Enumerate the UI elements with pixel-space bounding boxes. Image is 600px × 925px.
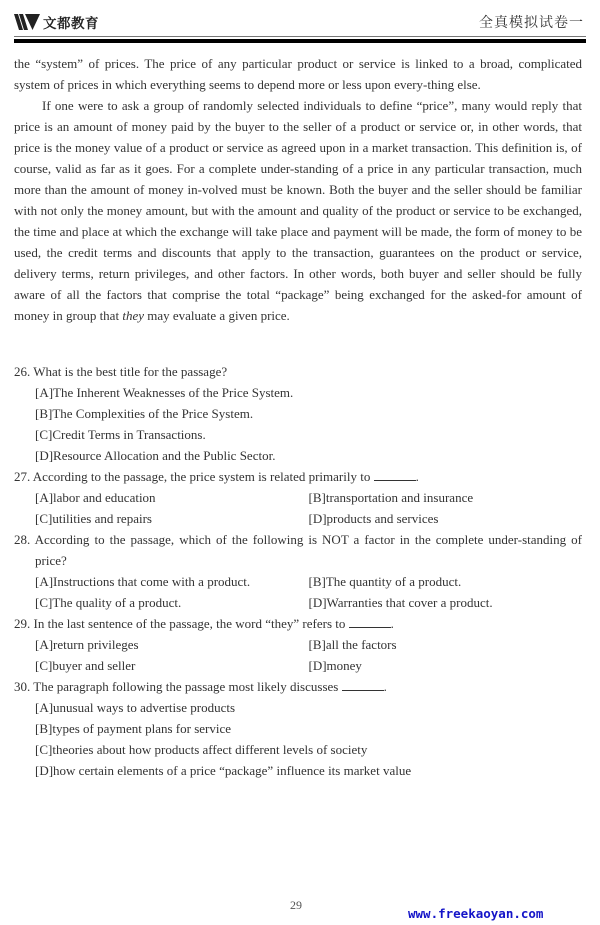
question-text: The paragraph following the passage most likely discusses [33, 679, 339, 694]
option-c[interactable]: [C]buyer and seller [35, 658, 136, 673]
option-d[interactable]: [D]products and services [308, 511, 439, 526]
option-a[interactable]: [A]Instructions that come with a product. [35, 574, 251, 589]
option-row [14, 571, 582, 592]
option-c[interactable]: [C]The quality of a product. [35, 595, 182, 610]
option-row [14, 487, 582, 508]
question-27 [14, 466, 582, 529]
question-stem [14, 613, 582, 634]
question-number: 30. [14, 679, 31, 694]
option-c[interactable]: [C]Credit Terms in Transactions. [35, 427, 206, 442]
passage-emphasis: they [122, 308, 144, 323]
option-a[interactable]: [A]return privileges [35, 637, 139, 652]
question-stem [14, 361, 582, 382]
option-d[interactable]: [D]Resource Allocation and the Public Sector. [35, 448, 276, 463]
logo [14, 12, 99, 32]
question-28 [14, 529, 582, 613]
option-c[interactable]: [C]utilities and repairs [35, 511, 152, 526]
question-number: 28. [14, 532, 31, 547]
question-26 [14, 361, 582, 466]
option-d[interactable]: [D]Warranties that cover a product. [308, 595, 493, 610]
header-rule-thin [14, 36, 586, 37]
question-30 [14, 676, 582, 781]
option-a[interactable]: [A]The Inherent Weaknesses of the Price System. [35, 385, 294, 400]
option-row [14, 592, 582, 613]
page-header [14, 10, 586, 40]
page-number: 29 [290, 898, 302, 912]
option-c[interactable]: [C]theories about how products affect different levels of society [35, 742, 368, 757]
question-29 [14, 613, 582, 676]
header-rule-thick [14, 39, 586, 43]
question-text: According to the passage, the price system is related primarily to [32, 469, 371, 484]
question-text: What is the best title for the passage? [33, 364, 228, 379]
stem-end: . [383, 679, 387, 694]
option-row [14, 508, 582, 529]
question-stem [14, 466, 582, 487]
answer-blank [349, 615, 391, 628]
header-title: 全真模拟试卷一 [479, 15, 584, 31]
option-row [14, 634, 582, 655]
question-number: 26. [14, 364, 31, 379]
question-stem [14, 676, 582, 697]
question-stem [14, 529, 582, 571]
answer-blank [342, 678, 384, 691]
option-b[interactable]: [B]all the factors [308, 637, 397, 652]
question-number: 29. [14, 616, 31, 631]
watermark-link[interactable]: www.freekaoyan.com [408, 906, 544, 921]
option-d[interactable]: [D]how certain elements of a price “package” influence its market value [35, 763, 412, 778]
option-b[interactable]: [B]types of payment plans for service [35, 721, 232, 736]
option-d[interactable]: [D]money [308, 658, 362, 673]
option-b[interactable]: [B]transportation and insurance [308, 490, 474, 505]
passage-text: may evaluate a given price. [143, 308, 290, 323]
option-a[interactable]: [A]unusual ways to advertise products [35, 700, 236, 715]
passage-text: If one were to ask a group of randomly selected individuals to define “price”, many would reply that price is an amount of money paid by the buyer to the seller of a product or service or, in other words, that price is the money value of a product or service as agreed upon in a market transaction. This definition is, of course, valid as far as it goes. For a complete under-standing of a price in any particular transaction, much more than the amount of money in-volved must be known. Both the buyer and the seller should be familiar with not only the money amount, but with the amount and quality of the product or service to be exchanged, the time and place at which the exchange will take place and payment will be made, the form of money to be used, the credit terms and discounts that apply to the transaction, guarantees on the product or service, delivery terms, return privileges, and other factors. In other words, both buyer and seller should be fully aware of all the factors that comprise the total “package” being exchanged for the asked-for amount of money in group that [14, 98, 582, 323]
logo-text: 文都教育 [43, 16, 99, 32]
option-row [14, 655, 582, 676]
option-b[interactable]: [B]The Complexities of the Price System. [35, 406, 254, 421]
passage-paragraph-1: the “system” of prices. The price of any particular product or service is linked to a broad, complicated system of prices in which everything seems to depend more or less upon every-thing else. [14, 56, 582, 92]
stem-end: . [390, 616, 394, 631]
question-number: 27. [14, 469, 31, 484]
question-text: According to the passage, which of the following is NOT a factor in the complete under-standing of price? [34, 532, 582, 568]
stem-end: . [415, 469, 419, 484]
question-text: In the last sentence of the passage, the word “they” refers to [33, 616, 346, 631]
answer-blank [374, 468, 416, 481]
wendu-w-logo-icon [14, 14, 40, 30]
passage-paragraph-2 [14, 95, 582, 326]
option-a[interactable]: [A]labor and education [35, 490, 156, 505]
option-b[interactable]: [B]The quantity of a product. [308, 574, 462, 589]
page-content [14, 53, 582, 781]
